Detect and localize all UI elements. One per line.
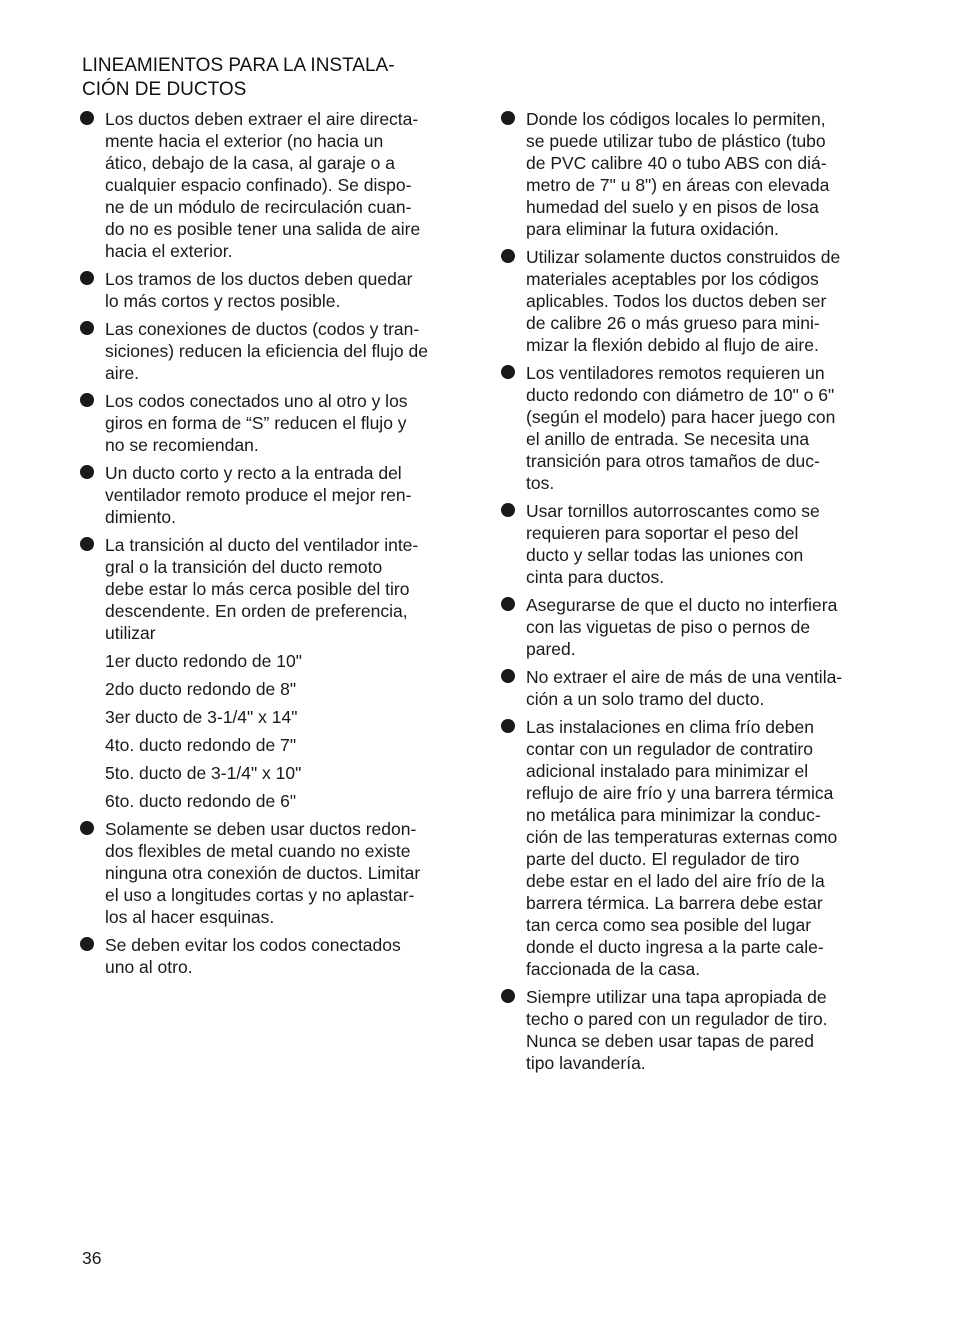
list-item-text: Los ductos deben extraer el aire directa- mente hacia el exterior (no hacia un ático, debajo de la casa, al garaje o a cualquier espacio confinado). Se dispo- ne de un módulo de recirculación cuan- do no es posible tener una salida de aire hacia el exterior. <box>105 109 421 261</box>
list-item-text: Los tramos de los ductos deben quedar lo más cortos y rectos posible. <box>105 269 413 311</box>
list-item <box>501 246 877 356</box>
bullet-icon <box>80 937 94 951</box>
list-item <box>80 318 456 384</box>
bullet-icon <box>501 989 515 1003</box>
bullet-icon <box>501 503 515 517</box>
list-item-text: Las conexiones de ductos (codos y tran- siciones) reducen la eficiencia del flujo de aire. <box>105 319 428 383</box>
bullet-icon <box>501 669 515 683</box>
list-item <box>80 534 456 644</box>
list-item <box>80 268 456 312</box>
list-item <box>80 390 456 456</box>
bullet-icon <box>80 321 94 335</box>
list-item <box>80 462 456 528</box>
list-item-text: Siempre utilizar una tapa apropiada de techo o pared con un regulador de tiro. Nunca se deben usar tapas de pared tipo lavandería. <box>526 987 828 1073</box>
list-item <box>80 934 456 978</box>
list-item <box>80 108 456 262</box>
left-column <box>80 108 456 984</box>
duct-preference-item: 4to. ducto redondo de 7" <box>105 735 297 755</box>
page-title: LINEAMIENTOS PARA LA INSTALA- CIÓN DE DUCTOS <box>82 55 395 100</box>
bullet-icon <box>501 249 515 263</box>
duct-preference-item: 3er ducto de 3-1/4" x 14" <box>105 707 298 727</box>
list-item-text: Usar tornillos autorroscantes como se requieren para soportar el peso del ducto y sellar todas las uniones con cinta para ductos. <box>526 501 820 587</box>
bullet-icon <box>501 597 515 611</box>
bullet-icon <box>80 465 94 479</box>
bullet-icon <box>80 821 94 835</box>
duct-preference-item: 1er ducto redondo de 10" <box>105 651 302 671</box>
bullet-icon <box>501 111 515 125</box>
bullet-icon <box>80 271 94 285</box>
duct-preference-list <box>105 650 456 812</box>
list-item <box>501 108 877 240</box>
right-column <box>501 108 877 1080</box>
list-item <box>501 716 877 980</box>
list-item-text: Un ducto corto y recto a la entrada del ventilador remoto produce el mejor ren- dimiento. <box>105 463 412 527</box>
duct-preference-item: 6to. ducto redondo de 6" <box>105 791 297 811</box>
page-number: 36 <box>82 1248 102 1268</box>
list-item-text: Las instalaciones en clima frío deben contar con un regulador de contratiro adicional instalado para minimizar el reflujo de aire frío y una barrera térmica no metálica para minimizar la conduc- ción de las temperaturas externas como parte del ducto. El regulador de tiro debe estar en el lado del aire frío de la barrera térmica. La barrera debe estar tan cerca como sea posible del lugar donde el ducto ingresa a la parte cale- faccionada de la casa. <box>526 717 838 979</box>
list-item <box>501 594 877 660</box>
list-item-text: Donde los códigos locales lo permiten, se puede utilizar tubo de plástico (tubo de PVC calibre 40 o tubo ABS con diá- metro de 7" u 8") en áreas con elevada humedad del suelo y en pisos de losa para eliminar la futura oxidación. <box>526 109 830 239</box>
bullet-icon <box>80 537 94 551</box>
duct-preference-item: 5to. ducto de 3-1/4" x 10" <box>105 763 302 783</box>
bullet-icon <box>80 111 94 125</box>
bullet-icon <box>501 365 515 379</box>
list-item <box>501 986 877 1074</box>
duct-preference-item: 2do ducto redondo de 8" <box>105 679 297 699</box>
list-item <box>80 818 456 928</box>
list-item-text: Se deben evitar los codos conectados uno al otro. <box>105 935 401 977</box>
bullet-icon <box>501 719 515 733</box>
list-item-text: Utilizar solamente ductos construidos de materiales aceptables por los códigos aplicables. Todos los ductos deben ser de calibre 26 o más grueso para mini- mizar la flexión debido al flujo de aire. <box>526 247 841 355</box>
list-item <box>501 666 877 710</box>
list-item-text: La transición al ducto del ventilador inte- gral o la transición del ducto remoto debe estar lo más cerca posible del tiro descendente. En orden de preferencia, utilizar <box>105 535 419 643</box>
list-item <box>501 500 877 588</box>
list-item-text: Los codos conectados uno al otro y los giros en forma de “S” reducen el flujo y no se recomiendan. <box>105 391 408 455</box>
bullet-icon <box>80 393 94 407</box>
list-item-text: Asegurarse de que el ducto no interfiera con las viguetas de piso o pernos de pared. <box>526 595 838 659</box>
list-item-text: No extraer el aire de más de una ventila- ción a un solo tramo del ducto. <box>526 667 843 709</box>
list-item-text: Solamente se deben usar ductos redon- dos flexibles de metal cuando no existe ninguna otra conexión de ductos. Limitar el uso a longitudes cortas y no aplastar- los al hacer esquinas. <box>105 819 421 927</box>
list-item-text: Los ventiladores remotos requieren un ducto redondo con diámetro de 10" o 6" (según el modelo) para hacer juego con el anillo de entrada. Se necesita una transición para otros tamaños de duc- tos. <box>526 363 836 493</box>
list-item <box>501 362 877 494</box>
